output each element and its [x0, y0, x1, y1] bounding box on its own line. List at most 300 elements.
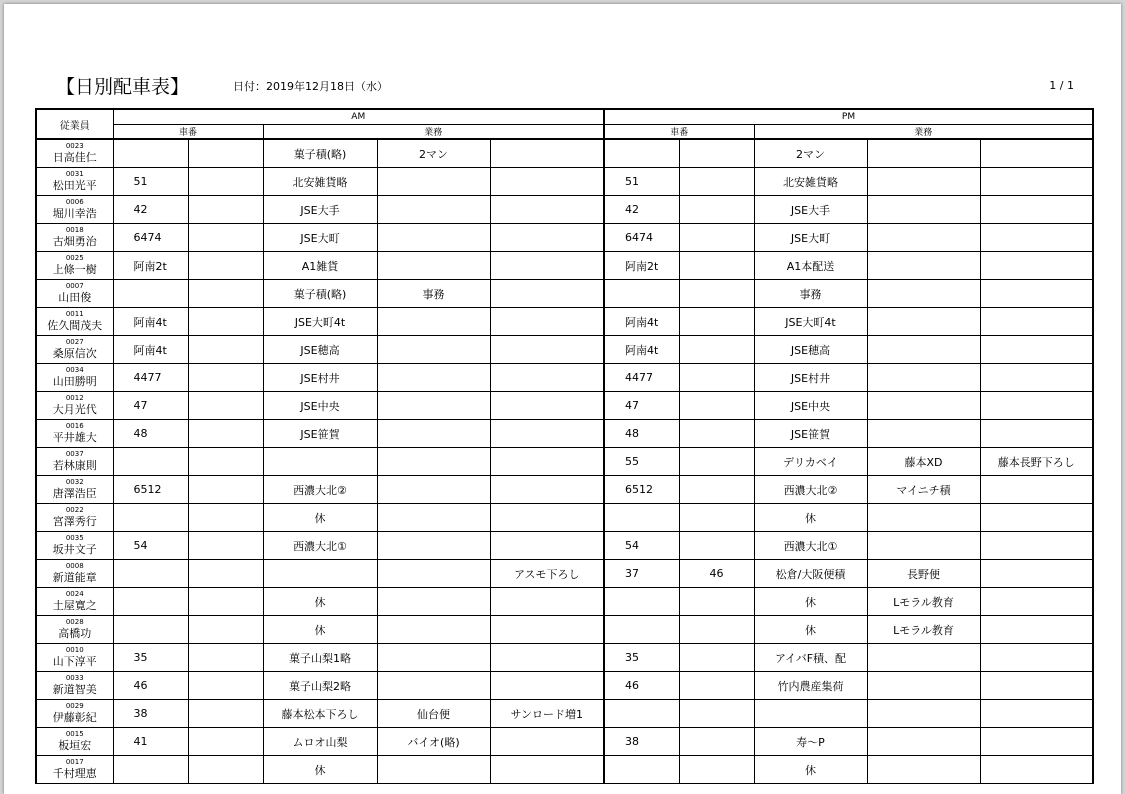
am-task-cell: JSE穂高	[263, 336, 377, 364]
pm-task-cell	[867, 700, 980, 728]
pm-car-cell: 46	[604, 672, 679, 700]
employee-name: 堀川幸浩	[52, 207, 97, 220]
pm-car-header: 車番	[604, 125, 754, 140]
employee-cell	[36, 168, 113, 196]
am-task-cell: JSE村井	[263, 364, 377, 392]
am-car-cell: 6512	[113, 476, 188, 504]
am-task-cell: JSE大手	[263, 196, 377, 224]
employee-name: 山田勝明	[52, 375, 97, 388]
pm-car-cell: 54	[604, 532, 679, 560]
am-task-cell	[377, 364, 490, 392]
pm-car-cell: 51	[604, 168, 679, 196]
pm-task-cell: JSE大町4t	[754, 308, 867, 336]
pm-car-cell	[679, 532, 754, 560]
am-car-cell: 38	[113, 700, 188, 728]
am-car-cell	[188, 308, 263, 336]
employee-cell	[36, 139, 113, 168]
pm-car-cell	[604, 588, 679, 616]
employee-name: 松田光平	[52, 179, 97, 192]
table-row	[36, 672, 1093, 700]
am-task-cell: 菓子積(略)	[263, 139, 377, 168]
employee-code: 0024	[65, 590, 84, 598]
employee-name: 板垣宏	[58, 739, 92, 752]
pm-car-cell	[604, 504, 679, 532]
pm-car-cell: 阿南4t	[604, 308, 679, 336]
am-car-cell: 4477	[113, 364, 188, 392]
am-task-cell	[377, 168, 490, 196]
pm-task-cell	[980, 532, 1093, 560]
employee-name: 桑原信次	[52, 347, 97, 360]
employee-name: 山田俊	[58, 291, 92, 304]
am-car-cell: 41	[113, 728, 188, 756]
employee-cell	[36, 196, 113, 224]
pm-task-cell	[980, 280, 1093, 308]
pm-car-cell: 6512	[604, 476, 679, 504]
am-car-cell: 54	[113, 532, 188, 560]
am-car-cell: 48	[113, 420, 188, 448]
am-car-cell	[188, 560, 263, 588]
pm-car-cell: 4477	[604, 364, 679, 392]
pm-car-cell	[679, 196, 754, 224]
pm-task-cell	[867, 280, 980, 308]
report-date: 日付：2019年12月18日（水）	[233, 80, 388, 93]
am-task-cell	[377, 616, 490, 644]
pm-task-cell: JSE中央	[754, 392, 867, 420]
pm-task-cell: 藤本XD	[867, 448, 980, 476]
am-car-cell	[188, 588, 263, 616]
am-task-cell	[490, 532, 604, 560]
pm-car-cell	[679, 728, 754, 756]
pm-task-cell: JSE村井	[754, 364, 867, 392]
table-row	[36, 308, 1093, 336]
employee-name: 佐久間茂夫	[47, 319, 103, 332]
table-row	[36, 644, 1093, 672]
am-task-cell: 休	[263, 504, 377, 532]
pm-car-cell	[679, 139, 754, 168]
table-row	[36, 392, 1093, 420]
pm-task-cell	[980, 364, 1093, 392]
pm-task-cell	[867, 139, 980, 168]
am-task-cell: JSE中央	[263, 392, 377, 420]
am-task-cell	[490, 364, 604, 392]
am-task-cell: 休	[263, 756, 377, 784]
pm-car-cell: 35	[604, 644, 679, 672]
pm-task-cell	[867, 532, 980, 560]
employee-code: 0011	[65, 310, 84, 318]
pm-task-cell	[980, 728, 1093, 756]
am-task-cell	[490, 420, 604, 448]
am-car-cell: 47	[113, 392, 188, 420]
am-car-cell	[113, 560, 188, 588]
am-task-cell: 2マン	[377, 139, 490, 168]
pm-task-cell	[980, 252, 1093, 280]
pm-task-cell	[867, 196, 980, 224]
am-task-cell	[377, 336, 490, 364]
pm-task-cell: 長野便	[867, 560, 980, 588]
am-task-cell	[377, 224, 490, 252]
pm-task-cell	[980, 139, 1093, 168]
table-row	[36, 756, 1093, 784]
pm-task-cell: 寿～P	[754, 728, 867, 756]
am-car-cell: 35	[113, 644, 188, 672]
am-car-cell	[188, 476, 263, 504]
employee-name: 宮澤秀行	[52, 515, 97, 528]
pm-task-cell: 2マン	[754, 139, 867, 168]
pm-task-cell	[980, 560, 1093, 588]
employee-code: 0012	[65, 394, 84, 402]
pm-task-cell: A1本配送	[754, 252, 867, 280]
am-task-cell: JSE大町	[263, 224, 377, 252]
pm-task-cell	[980, 336, 1093, 364]
pm-task-cell	[754, 700, 867, 728]
pm-car-cell	[679, 336, 754, 364]
page-number: 1 / 1	[1049, 79, 1074, 92]
pm-car-cell: 46	[679, 560, 754, 588]
dispatch-table	[35, 108, 1094, 784]
pm-task-cell	[980, 700, 1093, 728]
pm-task-cell: JSE大町	[754, 224, 867, 252]
am-task-cell: 菓子積(略)	[263, 280, 377, 308]
report-title: 【日別配車表】	[56, 76, 190, 98]
am-task-cell: 事務	[377, 280, 490, 308]
employee-name: 新道能章	[52, 571, 97, 584]
am-car-cell	[113, 504, 188, 532]
pm-task-cell	[867, 168, 980, 196]
employee-code: 0015	[65, 730, 84, 738]
am-task-cell	[490, 616, 604, 644]
employee-code: 0029	[65, 702, 84, 710]
am-task-cell	[377, 196, 490, 224]
pm-task-cell	[867, 756, 980, 784]
am-task-cell	[490, 504, 604, 532]
employee-code: 0016	[65, 422, 84, 430]
pm-car-cell	[679, 616, 754, 644]
pm-car-cell	[679, 224, 754, 252]
pm-task-cell: 西濃大北①	[754, 532, 867, 560]
am-task-cell	[377, 756, 490, 784]
am-car-cell	[188, 168, 263, 196]
pm-car-cell	[679, 280, 754, 308]
table-row	[36, 280, 1093, 308]
pm-car-cell	[679, 392, 754, 420]
am-task-cell	[377, 588, 490, 616]
am-car-cell: 46	[113, 672, 188, 700]
employee-cell	[36, 504, 113, 532]
am-task-cell: 休	[263, 616, 377, 644]
pm-car-cell	[604, 139, 679, 168]
table-row	[36, 336, 1093, 364]
table-row	[36, 616, 1093, 644]
am-car-cell	[188, 644, 263, 672]
am-task-cell	[490, 252, 604, 280]
pm-task-cell	[867, 336, 980, 364]
pm-car-cell	[604, 616, 679, 644]
pm-task-cell: 休	[754, 504, 867, 532]
employee-code: 0010	[65, 646, 84, 654]
pm-task-cell: JSE穂高	[754, 336, 867, 364]
pm-car-cell	[679, 252, 754, 280]
pm-task-cell	[980, 224, 1093, 252]
pm-car-cell: 阿南2t	[604, 252, 679, 280]
am-task-cell	[490, 476, 604, 504]
table-row	[36, 532, 1093, 560]
pm-task-cell	[867, 392, 980, 420]
pm-task-cell: アイバF積、配	[754, 644, 867, 672]
table-body	[36, 139, 1093, 784]
pm-car-cell: 38	[604, 728, 679, 756]
employee-name: 古畑勇治	[52, 235, 97, 248]
employee-column-header: 従業員	[36, 109, 113, 139]
employee-code: 0032	[65, 478, 84, 486]
am-car-cell	[188, 448, 263, 476]
am-task-cell	[263, 448, 377, 476]
employee-cell	[36, 280, 113, 308]
am-car-cell	[188, 252, 263, 280]
pm-task-cell	[867, 420, 980, 448]
employee-name: 伊藤彰紀	[52, 711, 97, 724]
pm-task-cell: 竹内農産集荷	[754, 672, 867, 700]
pm-task-cell	[980, 420, 1093, 448]
employee-code: 0008	[65, 562, 84, 570]
employee-cell	[36, 532, 113, 560]
am-task-cell	[377, 308, 490, 336]
am-task-cell	[490, 728, 604, 756]
am-task-cell	[490, 280, 604, 308]
employee-code: 0027	[65, 338, 84, 346]
employee-cell	[36, 420, 113, 448]
pm-task-cell: 松倉/大阪便積	[754, 560, 867, 588]
pm-car-cell	[679, 644, 754, 672]
pm-car-cell: 48	[604, 420, 679, 448]
am-task-cell: 仙台便	[377, 700, 490, 728]
pm-task-cell: Lモラル教育	[867, 588, 980, 616]
am-car-cell	[113, 756, 188, 784]
am-car-cell: 阿南4t	[113, 308, 188, 336]
am-car-cell	[188, 532, 263, 560]
employee-cell	[36, 560, 113, 588]
am-task-cell	[490, 392, 604, 420]
pm-car-cell	[679, 672, 754, 700]
table-row	[36, 504, 1093, 532]
am-task-cell	[263, 560, 377, 588]
am-car-cell: 阿南4t	[113, 336, 188, 364]
pm-task-cell: 北安雑貨略	[754, 168, 867, 196]
am-task-cell: サンロード増1	[490, 700, 604, 728]
pm-task-header: 業務	[754, 125, 1093, 140]
pm-task-cell	[980, 588, 1093, 616]
employee-name: 上條一樹	[52, 263, 97, 276]
am-task-cell: JSE大町4t	[263, 308, 377, 336]
am-car-cell	[188, 224, 263, 252]
employee-cell	[36, 644, 113, 672]
am-car-cell	[113, 280, 188, 308]
pm-car-cell: 42	[604, 196, 679, 224]
employee-cell	[36, 252, 113, 280]
pm-task-cell: マイニチ積	[867, 476, 980, 504]
pm-car-cell	[679, 168, 754, 196]
table-row	[36, 364, 1093, 392]
pm-task-cell	[980, 196, 1093, 224]
pm-task-cell: JSE笹賀	[754, 420, 867, 448]
pm-car-cell: 55	[604, 448, 679, 476]
table-row	[36, 139, 1093, 168]
am-task-cell	[377, 644, 490, 672]
employee-code: 0035	[65, 534, 84, 542]
am-task-cell: バイオ(略)	[377, 728, 490, 756]
am-car-header: 車番	[113, 125, 263, 140]
employee-cell	[36, 588, 113, 616]
employee-code: 0022	[65, 506, 84, 514]
table-row	[36, 560, 1093, 588]
am-task-cell	[490, 448, 604, 476]
pm-car-cell	[679, 448, 754, 476]
employee-code: 0023	[65, 142, 84, 150]
employee-cell	[36, 364, 113, 392]
am-task-cell: 北安雑貨略	[263, 168, 377, 196]
pm-car-cell	[679, 476, 754, 504]
pm-task-cell	[867, 308, 980, 336]
am-task-cell	[377, 532, 490, 560]
am-car-cell	[188, 728, 263, 756]
table-row	[36, 224, 1093, 252]
pm-task-cell	[980, 476, 1093, 504]
am-task-cell: 西濃大北②	[263, 476, 377, 504]
pm-task-cell	[867, 672, 980, 700]
pm-car-cell: 37	[604, 560, 679, 588]
am-task-cell	[377, 420, 490, 448]
am-task-cell	[490, 644, 604, 672]
am-task-cell: A1雑貨	[263, 252, 377, 280]
table-row	[36, 700, 1093, 728]
am-task-cell: 休	[263, 588, 377, 616]
pm-car-cell	[679, 364, 754, 392]
employee-code: 0017	[65, 758, 84, 766]
am-task-cell	[490, 672, 604, 700]
am-car-cell	[188, 336, 263, 364]
table-row	[36, 476, 1093, 504]
am-task-cell	[490, 196, 604, 224]
employee-code: 0037	[65, 450, 84, 458]
am-car-cell	[188, 672, 263, 700]
employee-name: 新道智美	[52, 683, 97, 696]
pm-task-cell	[867, 644, 980, 672]
am-task-cell	[377, 448, 490, 476]
am-task-cell	[377, 476, 490, 504]
employee-cell	[36, 700, 113, 728]
am-task-cell	[490, 139, 604, 168]
pm-car-cell: 47	[604, 392, 679, 420]
pm-car-cell	[679, 504, 754, 532]
am-task-cell: 菓子山梨2略	[263, 672, 377, 700]
pm-task-cell	[980, 756, 1093, 784]
am-task-cell	[490, 168, 604, 196]
employee-name: 土屋寛之	[52, 599, 97, 612]
table-row	[36, 588, 1093, 616]
pm-task-cell	[867, 224, 980, 252]
employee-code: 0031	[65, 170, 84, 178]
pm-car-cell	[604, 280, 679, 308]
am-task-cell: 藤本松本下ろし	[263, 700, 377, 728]
pm-car-cell	[679, 700, 754, 728]
am-car-cell	[188, 139, 263, 168]
employee-name: 大月光代	[52, 403, 97, 416]
employee-name: 平井雄大	[52, 431, 97, 444]
am-car-cell	[188, 196, 263, 224]
pm-task-cell: 休	[754, 616, 867, 644]
am-task-cell	[490, 588, 604, 616]
am-car-cell	[113, 616, 188, 644]
am-header: AM	[113, 109, 604, 125]
am-car-cell	[188, 504, 263, 532]
am-task-cell	[490, 224, 604, 252]
am-task-cell	[377, 560, 490, 588]
am-task-header: 業務	[263, 125, 604, 140]
pm-task-cell	[867, 252, 980, 280]
pm-header: PM	[604, 109, 1093, 125]
am-car-cell	[188, 420, 263, 448]
am-task-cell	[490, 756, 604, 784]
pm-car-cell: 6474	[604, 224, 679, 252]
pm-task-cell: 藤本長野下ろし	[980, 448, 1093, 476]
pm-task-cell	[980, 168, 1093, 196]
employee-code: 0018	[65, 226, 84, 234]
am-car-cell: 42	[113, 196, 188, 224]
am-task-cell: ムロオ山梨	[263, 728, 377, 756]
table-row	[36, 728, 1093, 756]
table-row	[36, 196, 1093, 224]
pm-task-cell: 西濃大北②	[754, 476, 867, 504]
pm-task-cell: 休	[754, 756, 867, 784]
pm-task-cell: JSE大手	[754, 196, 867, 224]
am-car-cell: 6474	[113, 224, 188, 252]
am-car-cell: 阿南2t	[113, 252, 188, 280]
table-row	[36, 252, 1093, 280]
employee-name: 山下淳平	[52, 655, 97, 668]
am-task-cell	[490, 308, 604, 336]
employee-code: 0025	[65, 254, 84, 262]
am-car-cell	[113, 139, 188, 168]
employee-name: 千村理恵	[52, 767, 97, 780]
employee-cell	[36, 224, 113, 252]
pm-car-cell	[679, 756, 754, 784]
employee-name: 唐澤浩臣	[52, 487, 97, 500]
pm-car-cell	[679, 308, 754, 336]
am-car-cell	[188, 616, 263, 644]
pm-car-cell	[679, 420, 754, 448]
pm-task-cell	[867, 364, 980, 392]
table-row	[36, 168, 1093, 196]
am-task-cell	[377, 672, 490, 700]
employee-code: 0034	[65, 366, 84, 374]
employee-name: 日高佳仁	[52, 151, 97, 164]
am-car-cell	[188, 700, 263, 728]
employee-cell	[36, 616, 113, 644]
pm-car-cell	[679, 588, 754, 616]
am-car-cell	[188, 364, 263, 392]
am-task-cell: 菓子山梨1略	[263, 644, 377, 672]
employee-name: 高橋功	[58, 627, 92, 640]
am-car-cell	[188, 280, 263, 308]
am-task-cell	[377, 504, 490, 532]
pm-car-cell	[604, 700, 679, 728]
table-row	[36, 448, 1093, 476]
pm-task-cell	[980, 616, 1093, 644]
pm-task-cell: 休	[754, 588, 867, 616]
am-car-cell	[188, 756, 263, 784]
pm-task-cell	[867, 504, 980, 532]
pm-task-cell	[980, 392, 1093, 420]
employee-cell	[36, 448, 113, 476]
